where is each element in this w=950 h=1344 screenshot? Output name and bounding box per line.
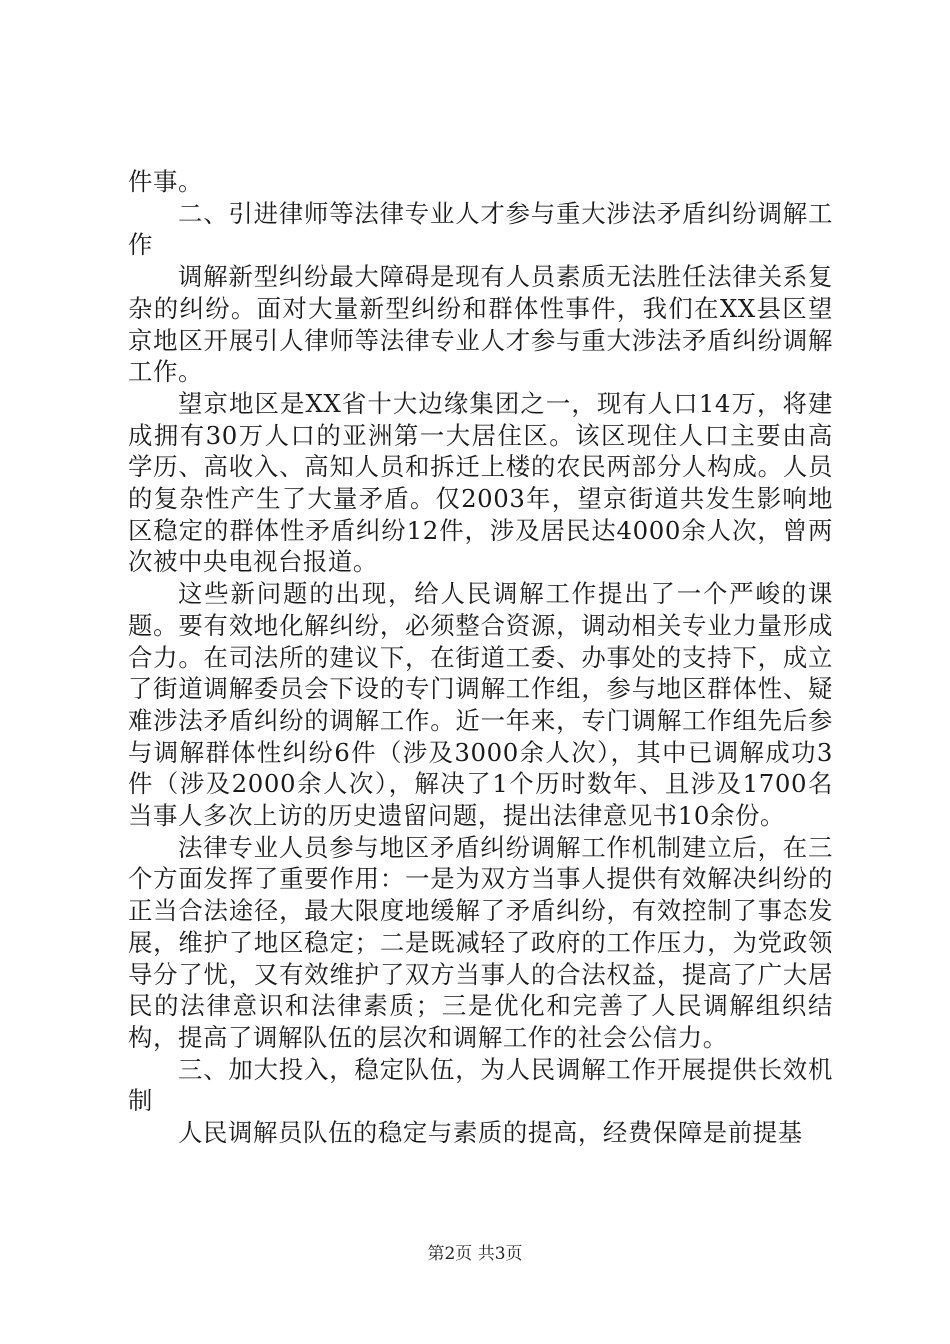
document-body	[128, 166, 833, 1149]
paragraph: 法律专业人员参与地区矛盾纠纷调解工作机制建立后，在三个方面发挥了重要作用：一是为双方当事人提供有效解决纠纷的正当合法途径，最大限度地缓解了矛盾纠纷，有效控制了事态发展，维护了地区稳定；二是既减轻了政府的工作压力，为党政领导分了忧，又有效维护了双方当事人的合法权益，提高了广大居民的法律意识和法律素质；三是优化和完善了人民调解组织结构，提高了调解队伍的层次和调解工作的社会公信力。	[128, 832, 833, 1052]
paragraph: 人民调解员队伍的稳定与素质的提高，经费保障是前提基	[178, 1118, 803, 1148]
page-number-footer: 第2页 共3页	[427, 1244, 523, 1264]
section-heading-2: 二、引进律师等法律专业人才参与重大涉法矛盾纠纷调解工作	[128, 198, 833, 260]
paragraph: 望京地区是XX省十大边缘集团之一，现有人口14万，将建成拥有30万人口的亚洲第一大居住区。该区现住人口主要由高学历、高收入、高知人员和拆迁上楼的农民两部分人构成。人员的复杂性产生了大量矛盾。仅2003年，望京街道共发生影响地区稳定的群体性矛盾纠纷12件，涉及居民达4000余人次，曾两次被中央电视台报道。	[128, 388, 833, 577]
paragraph: 这些新问题的出现，给人民调解工作提出了一个严峻的课题。要有效地化解纠纷，必须整合资源，调动相关专业力量形成合力。在司法所的建议下，在街道工委、办事处的支持下，成立了街道调解委员会下设的专门调解工作组，参与地区群体性、疑难涉法矛盾纠纷的调解工作。近一年来，专门调解工作组先后参与调解群体性纠纷6件（涉及3000余人次），其中已调解成功3件（涉及2000余人次），解决了1个历时数年、且涉及1700名当事人多次上访的历史遗留问题，提出法律意见书10余份。	[128, 579, 833, 831]
paragraph-continuation: 件事。	[128, 167, 203, 196]
section-heading-3: 三、加大投入，稳定队伍，为人民调解工作开展提供长效机制	[128, 1054, 833, 1116]
paragraph: 调解新型纠纷最大障碍是现有人员素质无法胜任法律关系复杂的纠纷。面对大量新型纠纷和群体性事件，我们在XX县区望京地区开展引人律师等法律专业人才参与重大涉法矛盾纠纷调解工作。	[128, 262, 833, 387]
